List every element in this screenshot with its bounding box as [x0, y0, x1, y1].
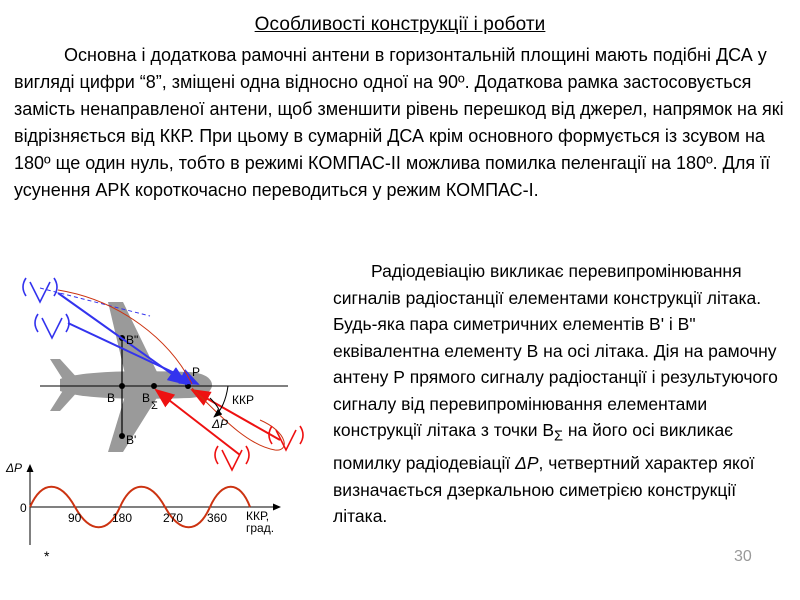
label-b1: В'	[126, 433, 137, 447]
side-text-part1: Радіодевіацію викликає перевипромінювання сигналів радіостанції елементами конструкції літака. Будь-яка пара симетричних елементів В' і В" еквівалентна елементу В на осі літака. Дія на рамочну антену Р прямого сигналу радіостанції і результуючого сигналу від перевипромінювання елементами конструкції літака з точки В	[333, 261, 778, 440]
side-text-part2: на його осі викликає помилку радіодевіації	[333, 420, 734, 473]
graph-xlabel-line2: град.	[246, 521, 275, 535]
graph-tick-90: 90	[68, 511, 82, 525]
footnote-star: *	[44, 548, 50, 564]
graph-origin: 0	[20, 501, 27, 515]
intro-paragraph: Основна і додаткова рамочні антени в горизонтальній площині мають подібні ДСА у вигляді цифри “8”, зміщені одна відносно одної на 90º. Додаткова рамка застосовується замість ненаправленої антени, щоб зменшити рівень перешкод від джерел, напрямок на які відрізняється від ККР. При цьому в сумарній ДСА крім основного формується із зсувом на 180º ще один нуль, тобто в режимі КОМПАС-ІІ можлива помилка пеленгації на 180º. Для її усунення АРК короткочасно переводиться у режим КОМПАС-І.	[14, 45, 784, 200]
side-paragraph	[333, 258, 783, 530]
label-b: В	[107, 391, 116, 405]
graph-tick-180: 180	[112, 511, 133, 525]
side-text-dp: ΔР	[515, 453, 539, 473]
page-number: 30	[734, 548, 752, 565]
graph-ylabel: ΔР	[6, 461, 23, 475]
graph-tick-360: 360	[207, 511, 228, 525]
point-bsigma	[151, 383, 157, 389]
graph-xlabel-line1: ККР,	[246, 509, 270, 523]
side-text-sub: Σ	[554, 428, 564, 445]
label-p: Р	[192, 365, 201, 379]
antenna-icon	[23, 278, 69, 338]
label-kkr: ККР	[232, 393, 254, 407]
label-b2: В"	[126, 333, 139, 347]
point-b1	[119, 433, 125, 439]
point-b	[119, 383, 125, 389]
slide-title: Особливості конструкції і роботи	[254, 14, 546, 35]
label-dp: ΔР	[212, 417, 229, 431]
side-text-part3: , четвертний характер якої визначається дзеркальною симетрією конструкції літака.	[333, 453, 755, 526]
graph-tick-270: 270	[163, 511, 184, 525]
label-sigma: Σ	[151, 400, 158, 412]
label-bsigma: В	[142, 391, 151, 405]
